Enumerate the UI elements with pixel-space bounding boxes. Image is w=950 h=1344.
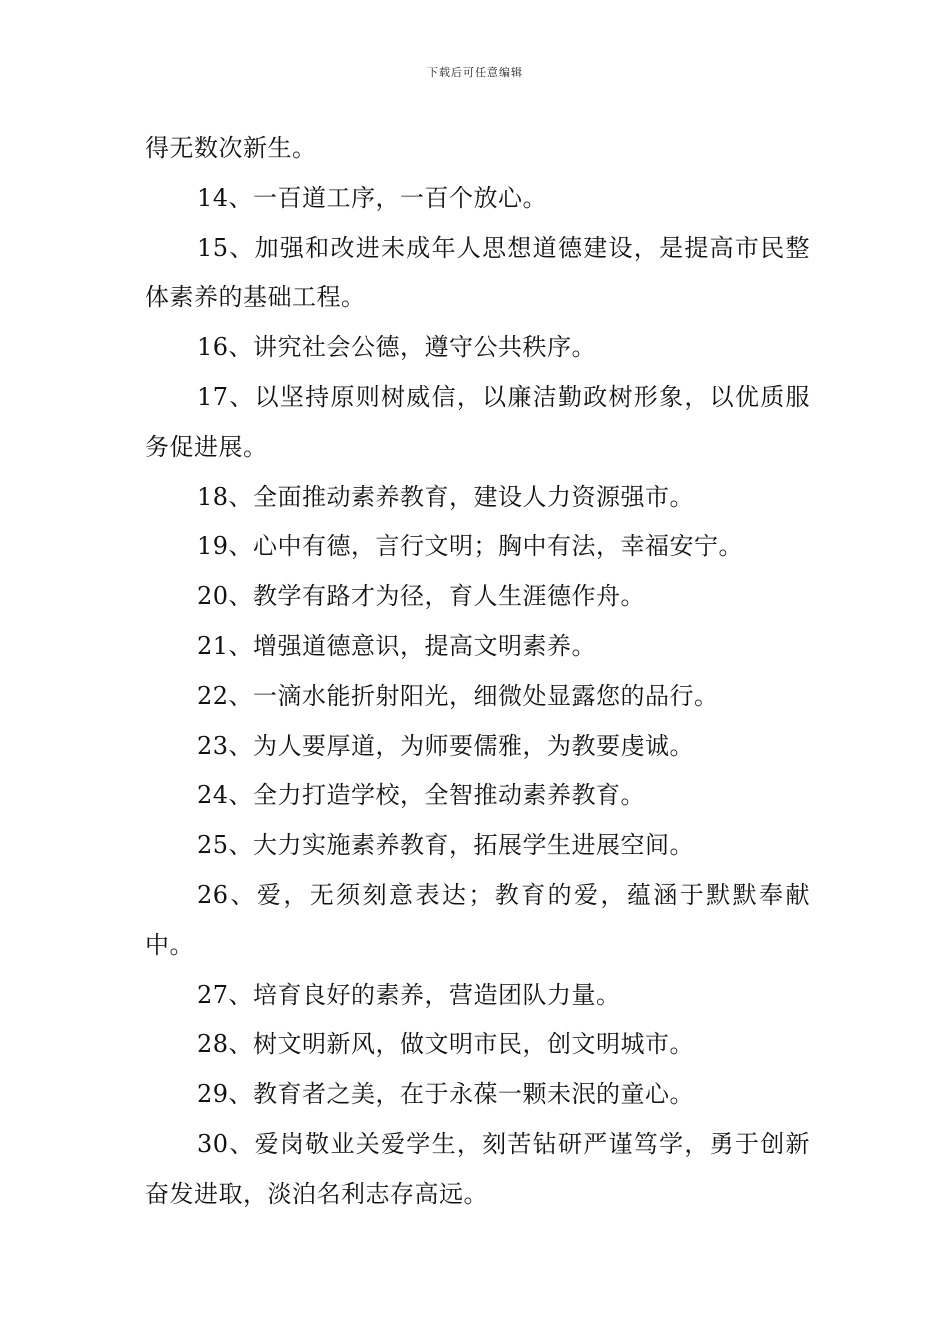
paragraph-item-17: 17、以坚持原则树威信，以廉洁勤政树形象，以优质服务促进展。	[145, 382, 810, 461]
paragraph-item-30: 30、爱岗敬业关爱学生，刻苦钻研严谨笃学，勇于创新奋发进取，淡泊名利志存高远。	[145, 1129, 810, 1208]
paragraph-item-19: 19、心中有德，言行文明；胸中有法，幸福安宁。	[197, 532, 744, 561]
paragraph-item-16: 16、讲究社会公德，遵守公共秩序。	[197, 333, 597, 362]
paragraph-item-20: 20、教学有路才为径，育人生涯德作舟。	[197, 582, 646, 611]
paragraph-item-14: 14、一百道工序，一百个放心。	[197, 183, 548, 212]
paragraph-item-21: 21、增强道德意识，提高文明素养。	[197, 631, 597, 660]
paragraph-item-22: 22、一滴水能折射阳光，细微处显露您的品行。	[197, 681, 719, 710]
paragraph-item-15: 15、加强和改进未成年人思想道德建设，是提高市民整体素养的基础工程。	[145, 233, 810, 312]
document-body	[145, 124, 810, 1220]
paragraph-continuation: 得无数次新生。	[145, 134, 317, 162]
page-header: 下载后可任意编辑	[427, 66, 523, 79]
paragraph-item-26: 26、爱，无须刻意表达；教育的爱，蕴涵于默默奉献中。	[145, 880, 810, 959]
paragraph-item-24: 24、全力打造学校，全智推动素养教育。	[197, 781, 646, 810]
paragraph-item-28: 28、树文明新风，做文明市民，创文明城市。	[197, 1030, 695, 1059]
paragraph-item-23: 23、为人要厚道，为师要儒雅，为教要虔诚。	[197, 731, 695, 760]
paragraph-item-29: 29、教育者之美，在于永葆一颗未泯的童心。	[197, 1080, 695, 1109]
paragraph-item-18: 18、全面推动素养教育，建设人力资源强市。	[197, 482, 695, 511]
paragraph-item-27: 27、培育良好的素养，营造团队力量。	[197, 980, 621, 1009]
paragraph-item-25: 25、大力实施素养教育，拓展学生进展空间。	[197, 831, 695, 860]
